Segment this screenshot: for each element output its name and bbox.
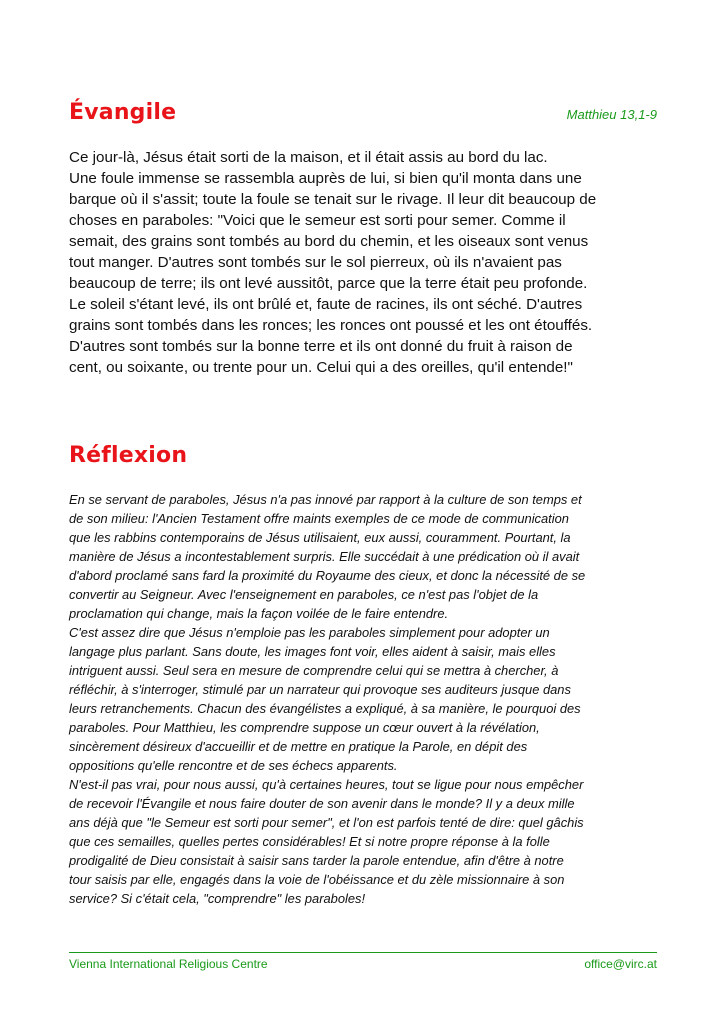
gospel-reference: Matthieu 13,1-9 (566, 107, 657, 122)
reflection-line: oppositions qu'elle rencontre et de ses échecs apparents. (69, 758, 398, 773)
footer-organization: Vienna International Religious Centre (69, 957, 268, 971)
gospel-line: tout manger. D'autres sont tombés sur le sol pierreux, où ils n'avaient pas (69, 254, 562, 271)
reflection-line: de recevoir l'Évangile et nous faire douter de son avenir dans le monde? Il y a deux mille (69, 796, 575, 811)
reflection-title: Réflexion (69, 443, 188, 468)
reflection-line: manière de Jésus a incontestablement surpris. Elle succédait à une prédication où il avait (69, 549, 580, 564)
gospel-line: Le soleil s'étant levé, ils ont brûlé et, faute de racines, ils ont séché. D'autres (69, 296, 583, 313)
reflection-line: que ces semailles, quelles pertes considérables! Et si notre propre réponse à la folle (69, 834, 550, 849)
reflection-header (69, 443, 657, 468)
gospel-line: beaucoup de terre; ils ont levé aussitôt, parce que la terre était peu profonde. (69, 275, 588, 292)
reflection-line: convertir au Seigneur. Avec l'enseignement en paraboles, ce n'est pas l'objet de la (69, 587, 539, 602)
gospel-line: cent, ou soixante, ou trente pour un. Celui qui a des oreilles, qu'il entende!" (69, 359, 573, 376)
gospel-line: grains sont tombés dans les ronces; les ronces ont poussé et les ont étouffés. (69, 317, 593, 334)
reflection-line: proclamation qui change, mais la façon voilée de le faire entendre. (69, 606, 449, 621)
gospel-line: Ce jour-là, Jésus était sorti de la maison, et il était assis au bord du lac. (69, 149, 548, 166)
footer (69, 957, 657, 971)
reflection-line: que les rabbins contemporains de Jésus utilisaient, eux aussi, couramment. Pourtant, la (69, 530, 571, 545)
reflection-text (69, 490, 659, 908)
gospel-line: semait, des grains sont tombés au bord du chemin, et les oiseaux sont venus (69, 233, 589, 250)
reflection-line: N'est-il pas vrai, pour nous aussi, qu'à certaines heures, tout se ligue pour nous empêcher (69, 777, 584, 792)
reflection-line: intriguent aussi. Seul sera en mesure de comprendre celui qui se mettra à chercher, à (69, 663, 559, 678)
reflection-line: langage plus parlant. Sans doute, les images font voir, elles aident à saisir, mais elles (69, 644, 556, 659)
gospel-header (69, 100, 657, 125)
footer-divider (69, 952, 657, 953)
reflection-line: réfléchir, à s'interroger, stimulé par un narrateur qui provoque ses auditeurs jusque dans (69, 682, 571, 697)
reflection-line: C'est assez dire que Jésus n'emploie pas les paraboles simplement pour adopter un (69, 625, 550, 640)
reflection-line: de son milieu: l'Ancien Testament offre maints exemples de ce mode de communication (69, 511, 569, 526)
reflection-line: service? Si c'était cela, "comprendre" les paraboles! (69, 891, 366, 906)
gospel-line: Une foule immense se rassembla auprès de lui, si bien qu'il monta dans une (69, 170, 582, 187)
reflection-line: paraboles. Pour Matthieu, les comprendre suppose un cœur ouvert à la révélation, (69, 720, 540, 735)
reflection-line: sincèrement désireux d'accueillir et de mettre en pratique la Parole, en dépit des (69, 739, 528, 754)
gospel-line: choses en paraboles: "Voici que le semeur est sorti pour semer. Comme il (69, 212, 566, 229)
gospel-title: Évangile (69, 100, 177, 125)
gospel-text (69, 147, 659, 378)
reflection-line: ans déjà que "le Semeur est sorti pour semer", et l'on est parfois tenté de dire: quel gâchis (69, 815, 584, 830)
gospel-line: D'autres sont tombés sur la bonne terre et ils ont donné du fruit à raison de (69, 338, 573, 355)
reflection-line: tour saisis par elle, engagés dans la voie de l'obéissance et du zèle missionnaire à son (69, 872, 565, 887)
reflection-line: leurs retranchements. Chacun des évangélistes a expliqué, à sa manière, le pourquoi des (69, 701, 581, 716)
reflection-line: En se servant de paraboles, Jésus n'a pas innové par rapport à la culture de son temps et (69, 492, 582, 507)
reflection-line: prodigalité de Dieu consistait à saisir sans tarder la parole entendue, afin d'être à notre (69, 853, 564, 868)
document-page (69, 0, 657, 1024)
footer-email[interactable]: office@virc.at (584, 957, 657, 971)
reflection-line: d'abord proclamé sans fard la proximité du Royaume des cieux, et donc la nécessité de se (69, 568, 586, 583)
gospel-line: barque où il s'assit; toute la foule se tenait sur le rivage. Il leur dit beaucoup de (69, 191, 597, 208)
